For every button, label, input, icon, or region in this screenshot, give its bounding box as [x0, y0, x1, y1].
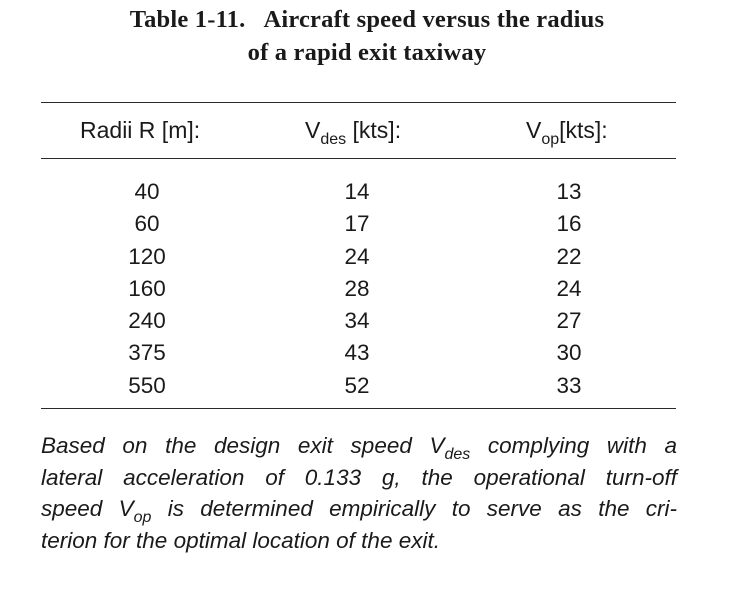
cell-vop: 30: [556, 340, 582, 366]
cell-radius: 160: [128, 275, 166, 301]
table-number: Table 1-11.: [129, 6, 246, 33]
header-vdes-sub: des: [320, 131, 347, 148]
cell-vdes: 28: [344, 275, 370, 301]
cell-vdes: 52: [344, 372, 370, 398]
cell-radius: 550: [128, 372, 166, 398]
cell-vop: 16: [556, 211, 582, 237]
cell-vop: 24: [556, 275, 582, 301]
caption-text: speed V: [41, 496, 134, 521]
cell-radius: 375: [128, 340, 166, 366]
header-vop-sub: op: [541, 131, 560, 148]
cell-radius: 40: [134, 179, 160, 204]
table-bottom-rule: [41, 408, 676, 409]
cell-vop: 33: [556, 372, 582, 398]
header-vdes: [305, 115, 402, 148]
cell-vdes: 14: [344, 179, 370, 204]
cell-radius: 120: [128, 243, 166, 269]
header-vdes-base: V: [305, 117, 321, 143]
caption-sub-des: des: [444, 446, 471, 463]
table-title-line-1: [0, 3, 734, 36]
cell-vdes: 34: [344, 308, 370, 334]
header-vop: [526, 115, 608, 148]
caption-line-2: lateral acceleration of 0.133 g, the operational turn-off: [41, 464, 677, 490]
table-row: [0, 241, 734, 273]
cell-radius: 60: [134, 211, 160, 237]
cell-radius: 240: [128, 308, 166, 334]
table-row: [0, 370, 734, 402]
caption-sub-op: op: [133, 509, 152, 526]
cell-vdes: 43: [344, 340, 370, 366]
table-header-rule: [41, 158, 676, 159]
header-vop-unit: [kts]:: [559, 117, 608, 143]
table-title-line-2: of a rapid exit taxiway: [247, 39, 487, 66]
table-title-text: Aircraft speed versus the radius: [263, 6, 605, 33]
table-row: [0, 208, 734, 240]
caption-line-3: [41, 493, 677, 525]
table-row: [0, 176, 734, 208]
table-caption: [41, 430, 677, 556]
table-top-rule: [41, 102, 676, 103]
caption-text: Based on the design exit speed V: [41, 433, 445, 458]
table-body: [0, 176, 734, 402]
cell-vop: 27: [556, 308, 582, 334]
caption-line-4: terion for the optimal location of the exit.: [41, 527, 440, 553]
caption-text: complying with a: [470, 433, 677, 458]
header-vop-base: V: [526, 117, 542, 143]
caption-line-1: [41, 430, 677, 462]
cell-vdes: 17: [344, 211, 370, 237]
header-radii: Radii R [m]:: [80, 117, 201, 143]
caption-text: is determined empirically to serve as the cri-: [151, 496, 678, 521]
cell-vop: 13: [556, 179, 582, 204]
table-row: [0, 305, 734, 337]
table-row: [0, 273, 734, 305]
cell-vop: 22: [556, 243, 582, 269]
header-vdes-unit: [kts]:: [346, 117, 402, 143]
cell-vdes: 24: [344, 243, 370, 269]
table-row: [0, 337, 734, 369]
